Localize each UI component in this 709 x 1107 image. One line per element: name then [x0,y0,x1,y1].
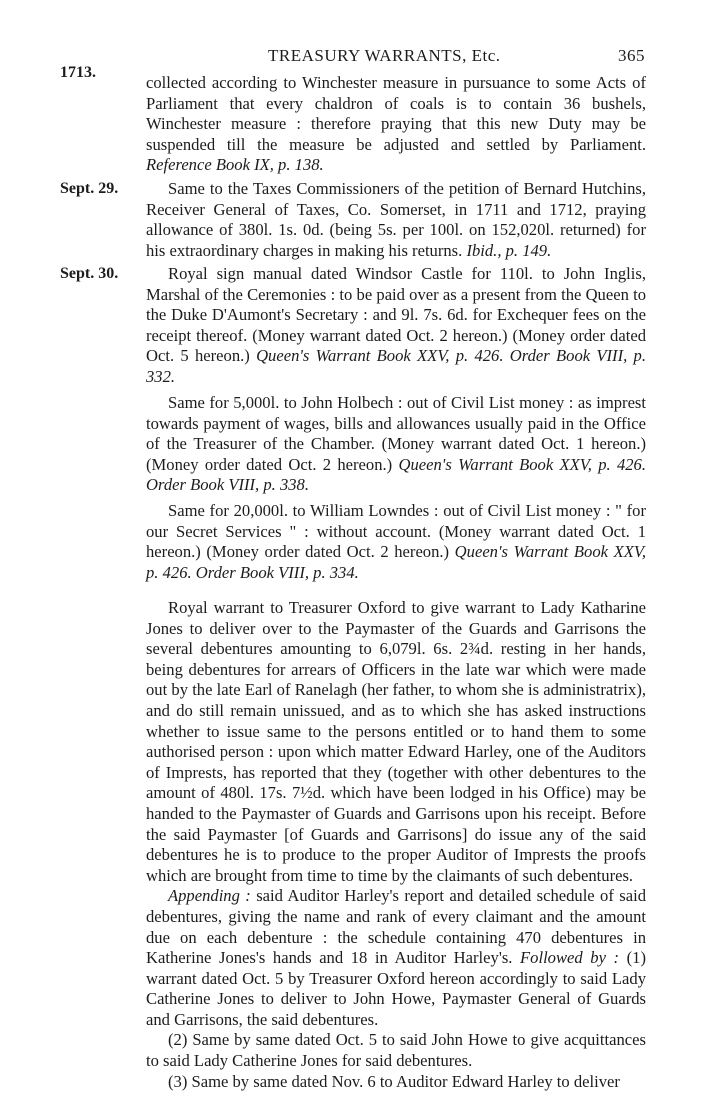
followed-by-label: Followed by : [520,948,620,968]
appending-label: Appending : [168,886,251,906]
entry-hutchins [146,179,646,261]
followed-by-text: (1) warrant dated Oct. 5 by Treasurer Oxford hereon accordingly to said Lady Catherine Jones to deliver to John Howe, Paymaster General of Guards and Garrisons, the said debentures. [146,948,647,1029]
margin-date-sept29: Sept. 29. [60,180,119,197]
follow-item-2: (2) Same by same dated Oct. 5 to said John Howe to give acquittances to said Lady Catherine Jones for said debentures. [146,1030,646,1071]
entry-text: Same for 5,000l. to John Holbech : out of Civil List money : as imprest towards payment of wages, bills and allowances usually paid in the Office of the Treasurer of the Chamber. (Money warrant dated Oct. 1 hereon.) (Money order dated Oct. 2 hereon.) [146,393,646,474]
entry-holbech [146,393,646,496]
appending-text: said Auditor Harley's report and detailed schedule of said debentures, giving the name and rank of every claimant and the amount due on each debenture : the schedule containing 470 debentures in Katherine Jones's hands and 18 in Auditor Harley's. [146,886,646,968]
entry-text: Royal warrant to Treasurer Oxford to give warrant to Lady Katharine Jones to deliver over to the Paymaster of the Guards and Garrisons the several debentures amounting to 6,079l. 6s. 2¾d. resting in her hands, being debentures for arrears of Officers in the late war which were made out by the late Earl of Ranelagh (her father, to whom she is administratrix), and do still remain unissued, and as to which she has asked instructions whether to issue same to the persons entitled or to hand them to some authorised person : upon which matter Edward Harley, one of the Auditors of Imprests, has reported that they (together with other debentures to the amount of 480l. 17s. 7½d. which have been lodged in his Office) may be handed to the Paymaster of Guards and Garrisons upon his receipt. Before the said Paymaster [of Guards and Garrisons] do issue any of the said debentures he is to produce to the proper Auditor of Imprests the proofs which are brought from time to time by the claimants of such debentures. [146,598,646,885]
running-head [0,46,709,68]
margin-date-sept30: Sept. 30. [60,265,119,282]
entry-text: Same to the Taxes Commissioners of the petition of Bernard Hutchins, Receiver General of Taxes, Co. Somerset, in 1711 and 1712, praying allowance of 380l. 1s. 0d. (being 5s. per 100l. on 152,020l. returned) for his extraordinary charges in making his returns. [146,179,646,260]
entry-lowndes [146,501,646,583]
entry-reference: Order Book VIII, p. 334. [195,562,359,582]
entry-reference: Order Book VIII, p. 332. [146,346,646,386]
entry-reference: Queen's Warrant Book XXV, p. 426. [146,542,646,582]
entry-text: Royal sign manual dated Windsor Castle for 110l. to John Inglis, Marshal of the Ceremonies : to be paid over as a present from the Queen to the Duke D'Aumont's Secretary : and 9l. 7s. 6d. for Exchequer fees on the receipt thereof. (Money warrant dated Oct. 2 hereon.) (Money order dated Oct. 5 hereon.) [146,264,646,366]
entry-reference: Queen's Warrant Book XXV, p. 426. [398,454,646,474]
page-title: TREASURY WARRANTS, Etc. [268,46,501,65]
entry-text: Same for 20,000l. to William Lowndes : out of Civil List money : " for our Secret Services " : without account. (Money warrant dated Oct. 1 hereon.) (Money order dated Oct. 2 hereon.) [146,501,646,562]
entry-reference: Order Book VIII, p. 338. [146,475,309,495]
entry-reference: Ibid., p. 149. [466,240,552,260]
entry-lady-jones [146,598,646,1092]
entry-text: collected according to Winchester measure in pursuance to some Acts of Parliament that every chaldron of coals is to contain 36 bushels, Winchester measure : therefore praying that this new Duty may be suspended till the measure be adjusted and settled by Parliament. [146,73,646,154]
entry-inglis [146,264,646,388]
entry-reference: Reference Book IX, p. 138. [146,155,324,175]
entry-coal-duty [146,73,646,176]
margin-year: 1713. [60,64,96,81]
page-number: 365 [618,46,645,65]
follow-item-3: (3) Same by same dated Nov. 6 to Auditor Edward Harley to deliver [168,1071,620,1091]
entry-reference: Queen's Warrant Book XXV, p. 426. [256,346,504,366]
